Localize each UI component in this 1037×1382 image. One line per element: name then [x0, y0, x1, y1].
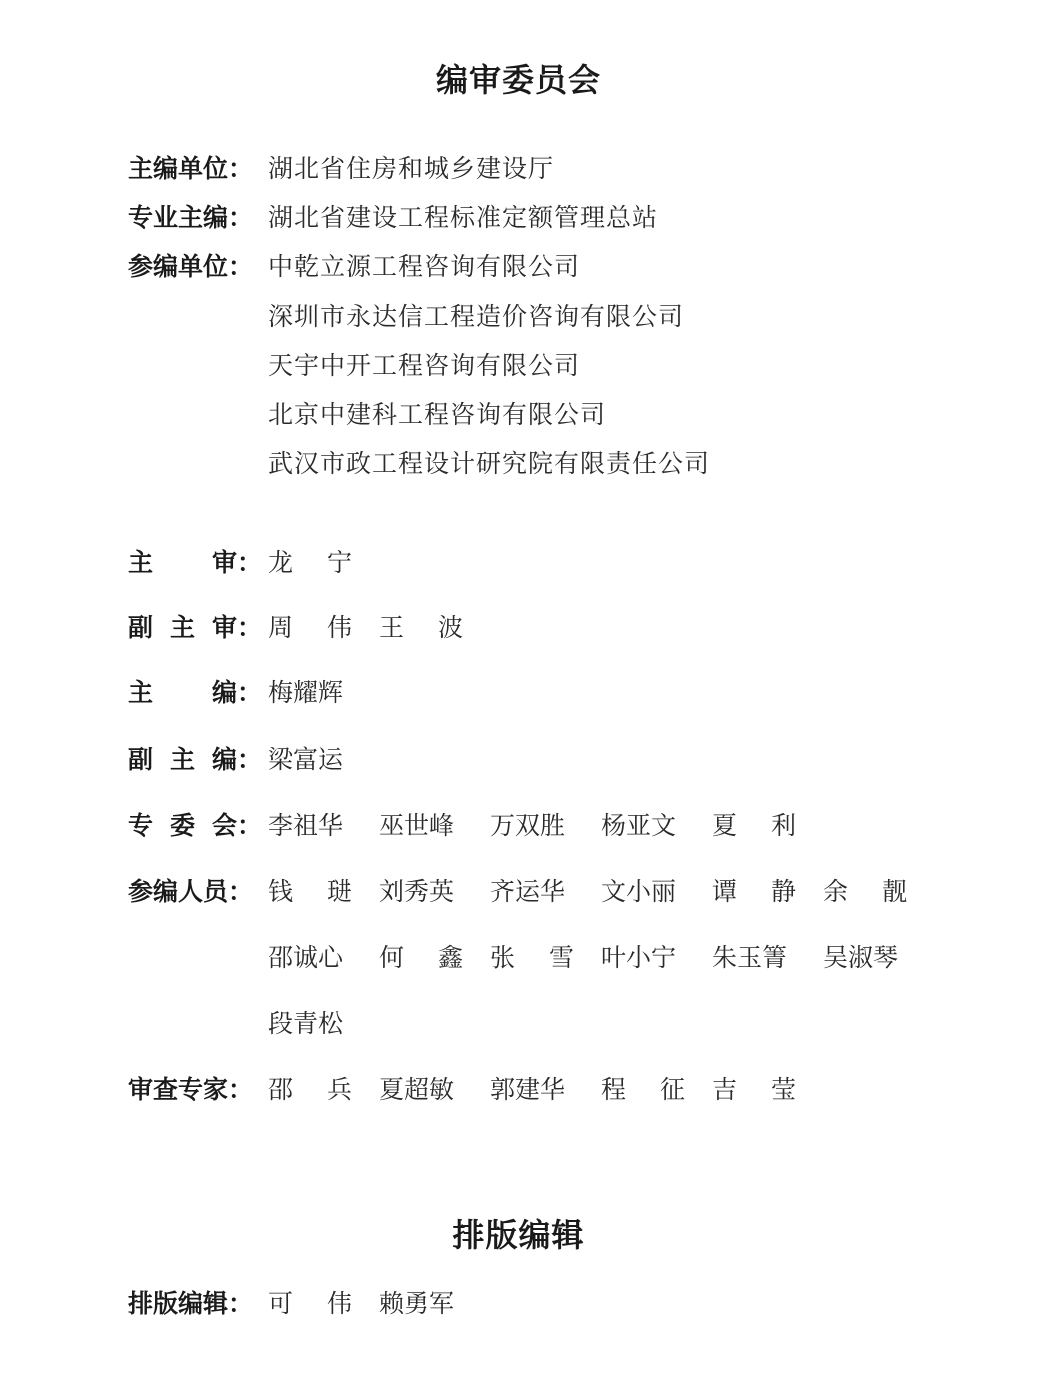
participant-unit: 北京中建科工程咨询有限公司: [268, 400, 607, 429]
participant-unit-label: 参编单位：: [128, 252, 254, 281]
committee-member: 巫世峰: [379, 811, 455, 840]
chief-unit-label: 主编单位：: [128, 154, 254, 183]
staff-member: 钱 琎: [268, 877, 352, 906]
major-editor-label: 专业主编：: [128, 203, 254, 232]
staff-member: 余 靓: [823, 877, 907, 906]
layout-editor-name: 可 伟: [268, 1289, 352, 1318]
participant-unit: 天宇中开工程咨询有限公司: [268, 351, 581, 380]
participant-unit: 中乾立源工程咨询有限公司: [268, 252, 581, 281]
major-editor-value: 湖北省建设工程标准定额管理总站: [268, 203, 659, 232]
staff-label: 参编人员：: [128, 877, 254, 906]
staff-member: 吴淑琴: [823, 943, 899, 972]
participant-unit: 深圳市永达信工程造价咨询有限公司: [268, 302, 685, 331]
experts-label: 审查专家：: [128, 1075, 254, 1104]
chief-editor-name: 梅耀辉: [268, 678, 344, 707]
deputy-reviewer-name: 王 波: [379, 613, 463, 642]
chief-reviewer-name: 龙 宁: [268, 548, 352, 577]
expert-member: 程 征: [601, 1075, 685, 1104]
staff-member: 叶小宁: [601, 943, 677, 972]
staff-member: 刘秀英: [379, 877, 455, 906]
staff-member: 齐运华: [490, 877, 566, 906]
layout-editor-label: 排版编辑：: [128, 1289, 254, 1318]
staff-member: 段青松: [268, 1009, 344, 1038]
staff-member: 文小丽: [601, 877, 677, 906]
staff-member: 邵诚心: [268, 943, 344, 972]
deputy-reviewer-name: 周 伟: [268, 613, 352, 642]
staff-member: 谭 静: [712, 877, 796, 906]
participant-unit: 武汉市政工程设计研究院有限责任公司: [268, 449, 711, 478]
committee-member: 李祖华: [268, 811, 344, 840]
committee-member: 夏 利: [712, 811, 796, 840]
committee-heading: 编审委员会: [435, 61, 601, 99]
staff-member: 朱玉箐: [712, 943, 788, 972]
expert-member: 邵 兵: [268, 1075, 352, 1104]
layout-editor-name: 赖勇军: [379, 1289, 455, 1318]
chief-unit-value: 湖北省住房和城乡建设厅: [268, 154, 555, 183]
expert-member: 夏超敏: [379, 1075, 455, 1104]
staff-member: 何 鑫: [379, 943, 463, 972]
committee-member: 万双胜: [490, 811, 566, 840]
layout-heading: 排版编辑: [452, 1216, 585, 1254]
expert-member: 郭建华: [490, 1075, 566, 1104]
deputy-editor-name: 梁富运: [268, 745, 344, 774]
expert-member: 吉 莹: [712, 1075, 796, 1104]
staff-member: 张 雪: [490, 943, 574, 972]
committee-member: 杨亚文: [601, 811, 677, 840]
